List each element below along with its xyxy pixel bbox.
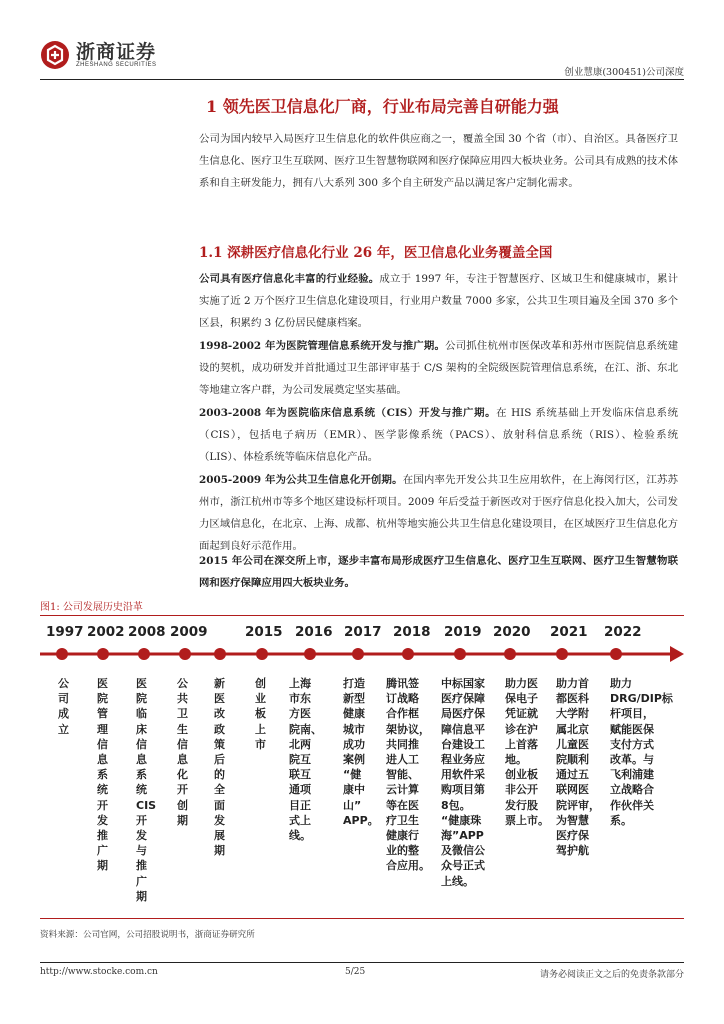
timeline-desc-2020: 助力医 保电子 凭证就 诊在沪 上首落 地。 创业板 非公开 发行股 票上市。 bbox=[505, 677, 549, 827]
body-paragraph-2 bbox=[199, 335, 678, 401]
figure-source: 资料来源：公司官网，公司招股说明书，浙商证券研究所 bbox=[40, 930, 255, 940]
timeline-year-2008: 2008 bbox=[128, 624, 166, 640]
timeline-year-2020: 2020 bbox=[493, 624, 531, 640]
paragraph-lead: 2005-2009 年为公共卫生信息化开创期。 bbox=[199, 474, 403, 486]
header-divider bbox=[40, 79, 684, 80]
timeline-desc-2022: 助力 DRG/DIP标 杆项目， 赋能医保 支付方式 改革。与 飞利浦建 立战略合 作伙伴关 系。 bbox=[610, 677, 673, 827]
timeline-year-2022: 2022 bbox=[604, 624, 642, 640]
timeline-marker bbox=[214, 648, 226, 660]
timeline-marker bbox=[504, 648, 516, 660]
report-title: 创业慧康(300451)公司深度 bbox=[564, 67, 684, 78]
timeline-arrow-icon bbox=[670, 646, 684, 662]
timeline-marker bbox=[256, 648, 268, 660]
body-paragraph-1 bbox=[199, 268, 678, 334]
timeline-year-2016: 2016 bbox=[295, 624, 333, 640]
timeline-marker bbox=[304, 648, 316, 660]
paragraph-lead: 公司具有医疗信息化丰富的行业经验。 bbox=[199, 273, 380, 285]
figure-title: 图1: 公司发展历史沿革 bbox=[40, 602, 143, 613]
timeline-marker bbox=[610, 648, 622, 660]
timeline-marker bbox=[556, 648, 568, 660]
timeline-marker bbox=[352, 648, 364, 660]
intro-paragraph: 公司为国内较早入局医疗卫生信息化的软件供应商之一，覆盖全国 30 个省（市）、自治区。具备医疗卫生信息化、医疗卫生互联网、医疗卫生智慧物联网和医疗保障应用四大板块业务。公司具有成熟的技术体系和自主研发能力，拥有八大系列 300 多个自主研发产品以满足客户定制化需求。 bbox=[199, 133, 678, 189]
timeline-desc-2018: 腾讯签 订战略 合作框 架协议， 共同推 进人工 智能、 云计算 等在医 疗卫生 健康行 业的整 合应用。 bbox=[386, 677, 430, 873]
paragraph-text: 在 HIS 系统基础上开发临床信息系统（CIS），包括电子病历（EMR）、医学影像系统（PACS）、放射科信息系统（RIS）、检验系统（LIS）、体检系统等临床信息化产品。 bbox=[199, 407, 679, 463]
paragraph-lead: 2015 年公司在深交所上市，逐步丰富布局形成医疗卫生信息化、医疗卫生互联网、医疗卫生智慧物联网和医疗保障应用四大板块业务。 bbox=[199, 555, 678, 589]
timeline-desc-2019: 中标国家 医疗保障 局医疗保 障信息平 台建设工 程业务应 用软件采 购项目第 8包。 “健康珠 海”APP 及微信公 众号正式 上线。 bbox=[441, 677, 485, 888]
paragraph-text: 成立于 1997 年，专注于智慧医疗、区域卫生和健康城市，累计实施了近 2 万个医疗卫生信息化建设项目，行业用户数量 7000 多家，公共卫生项目遍及全国 370 多个区县，积累约 3 亿份居民健康档案。 bbox=[199, 273, 679, 329]
timeline-year-2019: 2019 bbox=[444, 624, 482, 640]
timeline-marker bbox=[179, 648, 191, 660]
section-title: 1 领先医卫信息化厂商，行业布局完善自研能力强 bbox=[206, 97, 559, 116]
timeline-marker bbox=[56, 648, 68, 660]
figure-bottom-rule bbox=[40, 918, 684, 919]
brand-name-en: ZHESHANG SECURITIES bbox=[76, 62, 157, 68]
timeline-year-2015: 2015 bbox=[245, 624, 283, 640]
footer-url[interactable]: http://www.stocke.com.cn bbox=[40, 967, 158, 977]
timeline-marker bbox=[454, 648, 466, 660]
timeline-desc-2017: 打造 新型 健康 城市 成功 案例 “健 康中 山” APP。 bbox=[343, 677, 379, 827]
timeline-marker bbox=[97, 648, 109, 660]
timeline-desc-2021: 助力首 都医科 大学附 属北京 儿童医 院顺利 通过五 联网医 院评审， 为智慧 医疗保 驾护航 bbox=[556, 677, 600, 858]
body-paragraph-4 bbox=[199, 469, 678, 557]
paragraph-text: 公司抓住杭州市医保改革和苏州市医院信息系统建设的契机，成功研发并首批通过卫生部评审基于 C/S 架构的全院级医院管理信息系统，在江、浙、东北等地建立客户群，为公司发展奠定坚实基础。 bbox=[199, 340, 678, 396]
paragraph-lead: 2003-2008 年为医院临床信息系统（CIS）开发与推广期。 bbox=[199, 407, 497, 419]
brand-logo bbox=[40, 40, 157, 70]
timeline-desc-2015: 创 业 板 上 市 bbox=[255, 677, 266, 751]
timeline-marker bbox=[138, 648, 150, 660]
timeline-year-2002: 2002 bbox=[87, 624, 125, 640]
timeline-desc-2002: 医 院 管 理 信 息 系 统 开 发 推 广 期 bbox=[97, 677, 108, 873]
timeline-desc-1997: 公 司 成 立 bbox=[58, 677, 69, 736]
timeline-desc-2008: 医 院 临 床 信 息 系 统 CIS 开 发 与 推 广 期 bbox=[136, 677, 157, 903]
timeline-axis bbox=[40, 638, 684, 672]
timeline-desc-new-reform: 新 医 改 政 策 后 的 全 面 发 展 期 bbox=[214, 677, 225, 858]
timeline-desc-2016: 上海 市东 方医 院南、 北两 院互 联互 通项 目正 式上 线。 bbox=[289, 677, 322, 843]
footer-divider bbox=[40, 962, 684, 963]
timeline-year-1997: 1997 bbox=[46, 624, 84, 640]
paragraph-text: 在国内率先开发公共卫生应用软件，在上海闵行区，江苏苏州市，浙江杭州市等多个地区建设标杆项目。2009 年后受益于新医改对于医疗信息化投入加大，公司发力区域信息化，在北京、上海、成都、杭州等地实施公共卫生信息化建设项目，在区域医疗卫生信息化方面起到良好示范作用。 bbox=[199, 474, 678, 552]
subsection-title: 1.1 深耕医疗信息化行业 26 年，医卫信息化业务覆盖全国 bbox=[199, 245, 553, 261]
timeline-year-2009: 2009 bbox=[170, 624, 208, 640]
timeline-year-2018: 2018 bbox=[393, 624, 431, 640]
footer-disclaimer: 请务必阅读正文之后的免责条款部分 bbox=[539, 970, 684, 980]
figure-top-rule bbox=[40, 615, 684, 616]
body-paragraph-3 bbox=[199, 402, 678, 468]
paragraph-lead: 1998-2002 年为医院管理信息系统开发与推广期。 bbox=[199, 340, 446, 352]
brand-name: 浙商证券 bbox=[76, 41, 157, 63]
timeline-year-2017: 2017 bbox=[344, 624, 382, 640]
timeline-desc-2009: 公 共 卫 生 信 息 化 开 创 期 bbox=[177, 677, 188, 827]
timeline-year-2021: 2021 bbox=[550, 624, 588, 640]
brand-logo-icon bbox=[40, 40, 70, 70]
timeline-marker bbox=[402, 648, 414, 660]
page-number: 5/25 bbox=[345, 967, 366, 977]
body-paragraph-5 bbox=[199, 550, 678, 594]
